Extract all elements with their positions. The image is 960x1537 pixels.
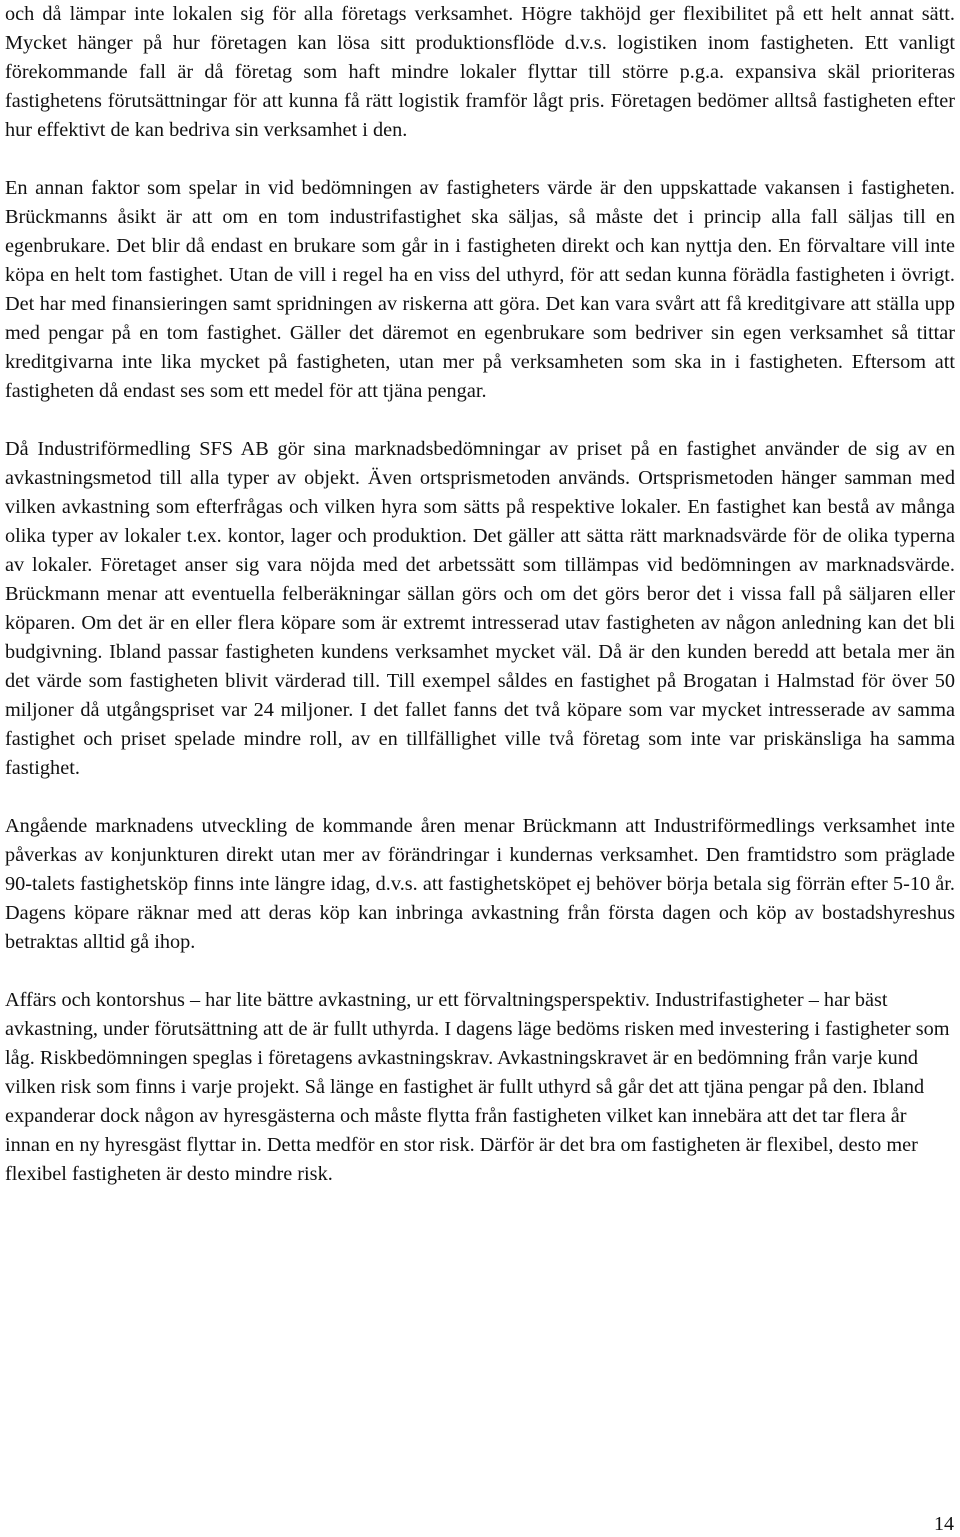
paragraph-risk: Affärs och kontorshus – har lite bättre avkastning, ur ett förvaltningsperspektiv. Industrifastigheter – har bäst avkastning, under förutsättning att de är fullt uthyrda. I dagens läge bedöms risken med investering i fastigheter som låg. Riskbedömningen speglas i företagens avkastningskrav. Avkastningskravet är en bedömning från varje kund vilken risk som finns i varje projekt. Så länge en fastighet är fullt uthyrd så går det att tjäna pengar på den. Ibland expanderar dock någon av hyresgästerna och måste flytta från fastigheten vilket kan innebära att det tar flera år innan en ny hyresgäst flyttar in. Detta medför en stor risk. Därför är det bra om fastigheten är flexibel, desto mer flexibel fastigheten är desto mindre risk. <box>5 989 950 1185</box>
paragraph-spacer <box>5 145 955 174</box>
paragraph-spacer <box>5 783 955 812</box>
paragraph-valuation-method: Då Industriförmedling SFS AB gör sina marknadsbedömningar av priset på en fastighet använder de sig av en avkastningsmetod till alla typer av objekt. Även ortsprismetoden används. Ortsprismetoden hänger samman med vilken avkastning som efterfrågas och vilken hyra som sätts på respektive lokaler. En fastighet kan bestå av många olika typer av lokaler t.ex. kontor, lager och produktion. Det gäller att sätta rätt marknadsvärde för de olika typerna av lokaler. Företaget anser sig vara nöjda med det arbetssätt som tillämpas vid bedömningen av marknadsvärde. Brückmann menar att eventuella felberäkningar sällan görs och om det görs beror det i vissa fall på säljaren eller köparen. Om det är en eller flera köpare som är extremt intresserad utav fastigheten av någon anledning kan det bli budgivning. Ibland passar fastigheten kundens verksamhet mycket väl. Då är den kunden beredd att betala mer än det värde som fastigheten blivit värderad till. Till exempel såldes en fastighet på Brogatan i Halmstad för över 50 miljoner då utgångspriset var 24 miljoner. I det fallet fanns det två köpare som var mycket intresserade av samma fastighet och priset spelade mindre roll, av en tillfällighet ville två företag som inte var priskänsliga ha samma fastighet. <box>5 438 955 779</box>
paragraph-spacer <box>5 406 955 435</box>
paragraph-market-development: Angående marknadens utveckling de kommande åren menar Brückmann att Industriförmedlings verksamhet inte påverkas av konjunkturen direkt utan mer av förändringar i kundernas verksamhet. Den framtidstro som präglade 90-talets fastighetsköp finns inte längre idag, d.v.s. att fastighetsköpet ej behöver börja betala sig förrän efter 5-10 år. Dagens köpare räknar med att deras köp kan inbringa avkastning från första dagen och köp av bostadshyreshus betraktas alltid gå ihop. <box>5 815 955 953</box>
document-body <box>5 0 955 1189</box>
paragraph-logistics: och då lämpar inte lokalen sig för alla företags verksamhet. Högre takhöjd ger flexibilitet på ett helt annat sätt. Mycket hänger på hur företagen kan lösa sitt produktionsflöde d.v.s. logistiken inom fastigheten. Ett vanligt förekommande fall är då företag som haft mindre lokaler flyttar till större p.g.a. expansiva skäl prioriteras fastighetens förutsättningar för att kunna få rätt logistik framför lågt pris. Företagen bedömer alltså fastigheten efter hur effektivt de kan bedriva sin verksamhet i den. <box>5 3 955 141</box>
paragraph-spacer <box>5 957 955 986</box>
paragraph-vacancy: En annan faktor som spelar in vid bedömningen av fastigheters värde är den uppskattade vakansen i fastigheten. Brückmanns åsikt är att om en tom industrifastighet ska säljas, så måste det i princip alla fall säljas till en egenbrukare. Det blir då endast en brukare som går in i fastigheten direkt och kan nyttja den. En förvaltare vill inte köpa en helt tom fastighet. Utan de vill i regel ha en viss del uthyrd, för att sedan kunna förädla fastigheten i övrigt. Det har med finansieringen samt spridningen av riskerna att göra. Det kan vara svårt att få kreditgivare att ställa upp med pengar på en tom fastighet. Gäller det däremot en egenbrukare som bedriver sin egen verksamhet så tittar kreditgivarna inte lika mycket på fastigheten, utan mer på verksamheten som ska in i fastigheten. Eftersom att fastigheten då endast ses som ett medel för att tjäna pengar. <box>5 177 955 402</box>
page-number: 14 <box>934 1513 954 1535</box>
